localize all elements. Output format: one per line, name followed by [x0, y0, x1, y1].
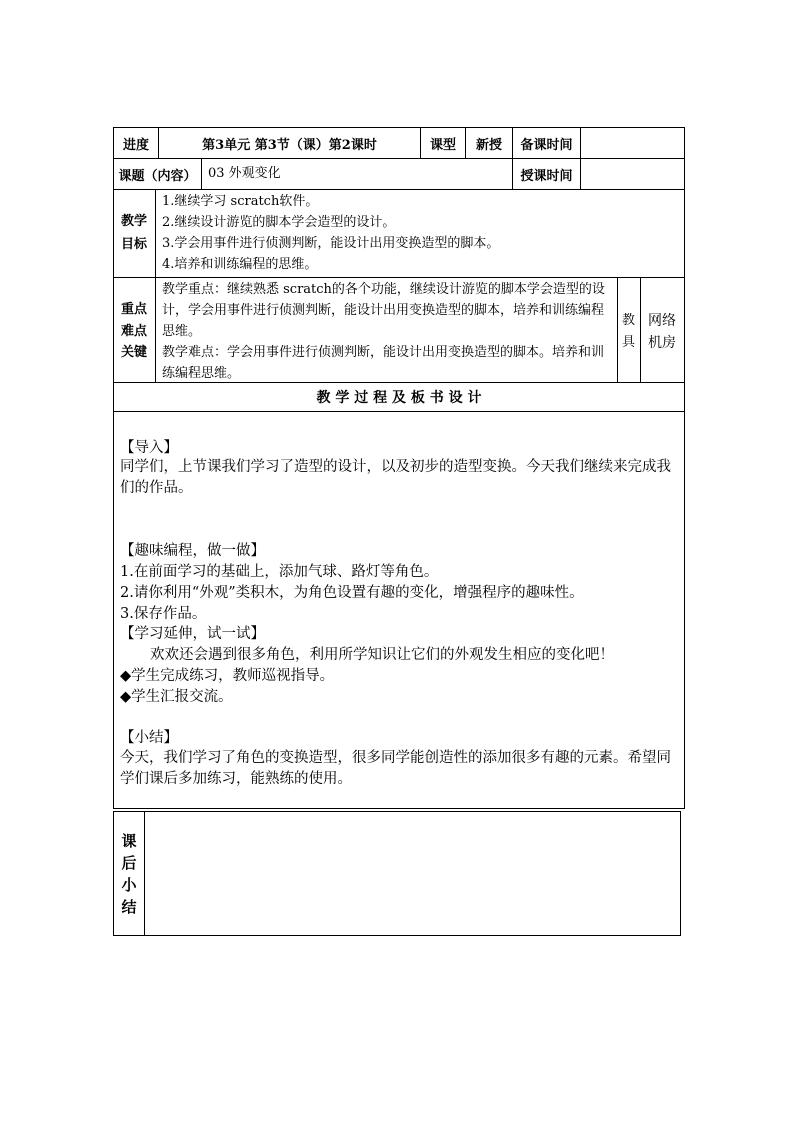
- reflection-label-char: 课: [121, 832, 137, 850]
- fun-item: 1.在前面学习的基础上，添加气球、路灯等角色。: [120, 564, 439, 580]
- summary-heading: 【小结】: [120, 730, 178, 746]
- table-border: [113, 411, 685, 412]
- type-label: 课型: [429, 137, 456, 153]
- table-border: [640, 277, 641, 382]
- intro-text: 同学们，上节课我们学习了造型的设计，以及初步的造型变换。今天我们继续来完成我们的作品。: [120, 459, 671, 496]
- table-border: [684, 127, 685, 809]
- table-border: [113, 935, 681, 936]
- progress-label: 进度: [122, 137, 149, 153]
- activity-bullet: ◆学生完成练习，教师巡视指导。: [120, 668, 335, 684]
- summary-text: 今天，我们学习了角色的变换造型，很多同学能创造性的添加很多有趣的元素。希望同学们课后多加练习，能熟练的使用。: [120, 750, 671, 787]
- topic-value: 03 外观变化: [208, 166, 281, 181]
- fun-heading: 【趣味编程，做一做】: [120, 543, 265, 559]
- table-border: [113, 189, 685, 190]
- tools-value-line1: 网络: [648, 313, 676, 329]
- tools-value-line2: 机房: [648, 335, 676, 351]
- objectives-label-line1: 教学: [121, 214, 148, 229]
- prep-time-value[interactable]: [581, 128, 684, 158]
- teach-time-label: 授课时间: [520, 168, 573, 184]
- tools-label-line1: 教: [622, 313, 636, 328]
- table-border: [113, 811, 114, 936]
- fun-item: 3.保存作品。: [120, 606, 207, 622]
- reflection-label-char: 结: [121, 898, 137, 916]
- reflection-content[interactable]: [145, 812, 680, 935]
- objectives-label-line2: 目标: [121, 237, 148, 252]
- table-border: [617, 277, 618, 382]
- keypoints-label-line2: 难点: [121, 324, 148, 339]
- activity-bullet: ◆学生汇报交流。: [120, 689, 233, 705]
- objectives-list: [162, 191, 612, 275]
- keypoints-label-line1: 重点: [121, 302, 148, 317]
- objective-item: 2.继续设计游览的脚本学会造型的设计。: [162, 215, 396, 230]
- objective-item: 3.学会用事件进行侦测判断，能设计出用变换造型的脚本。: [162, 236, 500, 251]
- keypoints-content: [162, 279, 613, 384]
- table-border: [113, 808, 685, 809]
- prep-time-label: 备课时间: [520, 137, 573, 153]
- type-value: 新授: [475, 137, 502, 153]
- table-border: [113, 127, 114, 809]
- reflection-label-char: 小: [121, 876, 137, 894]
- progress-value: 第3单元 第3节（课）第2课时: [202, 137, 377, 153]
- reflection-label-char: 后: [121, 854, 137, 872]
- table-border: [201, 158, 202, 189]
- fun-item: 2.请你利用“外观”类积木，为角色设置有趣的变化，增强程序的趣味性。: [120, 585, 584, 601]
- table-border: [155, 189, 156, 382]
- table-border: [680, 811, 681, 936]
- topic-label: 课题（内容）: [118, 168, 197, 184]
- objective-item: 1.继续学习 scratch软件。: [162, 194, 319, 209]
- objective-item: 4.培养和训练编程的思维。: [162, 257, 318, 272]
- keypoints-label-line3: 关键: [121, 345, 148, 360]
- teach-time-value[interactable]: [581, 159, 684, 189]
- table-border: [113, 277, 685, 278]
- extension-text: 欢欢还会遇到很多角色，利用所学知识让它们的外观发生相应的变化吧！: [150, 647, 614, 663]
- extension-heading: 【学习延伸，试一试】: [120, 626, 265, 642]
- teaching-difficulty: 教学难点：学会用事件进行侦测判断，能设计出用变换造型的脚本。培养和训练编程思维。: [162, 345, 605, 381]
- tools-label-line2: 具: [622, 335, 636, 350]
- intro-heading: 【导入】: [120, 440, 178, 456]
- teaching-focus: 教学重点：继续熟悉 scratch的各个功能，继续设计游览的脚本学会造型的设计，学会用事件进行侦测判断，能设计出用变换造型的脚本，培养和训练编程思维。: [162, 282, 605, 339]
- process-title: 教 学 过 程 及 板 书 设 计: [316, 390, 482, 406]
